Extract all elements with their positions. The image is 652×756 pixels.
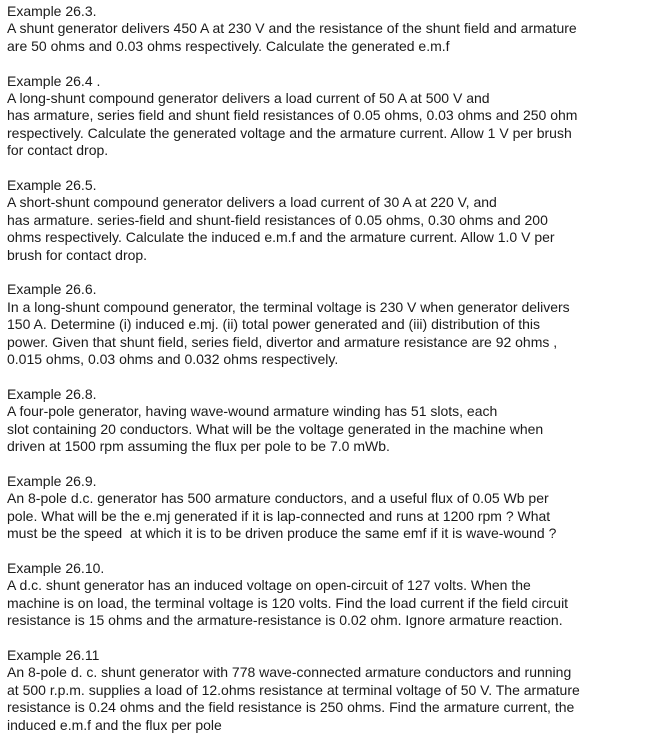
example-text-line: driven at 1500 rpm assuming the flux per pole to be 7.0 mWb. — [7, 438, 390, 455]
example-text-line: has armature. series-field and shunt-field resistances of 0.05 ohms, 0.30 ohms and 200 — [7, 211, 548, 228]
example-text-line: must be the speed at which it is to be driven produce the same emf if it is wave-wound ? — [7, 525, 557, 542]
example-26-8 — [7, 386, 647, 456]
example-text-line: An 8-pole d.c. generator has 500 armature conductors, and a useful flux of 0.05 Wb per — [7, 490, 549, 507]
example-text-line: An 8-pole d. c. shunt generator with 778 wave-connected armature conductors and running — [7, 664, 572, 681]
example-title: Example 26.10. — [7, 559, 105, 576]
example-26-4 — [7, 73, 647, 160]
example-text-line: A d.c. shunt generator has an induced voltage on open-circuit of 127 volts. When the — [7, 577, 531, 594]
example-26-9 — [7, 473, 647, 543]
example-title: Example 26.3. — [7, 3, 97, 19]
example-text-line: at 500 r.p.m. supplies a load of 12.ohms resistance at terminal voltage of 50 V. The armature — [7, 681, 580, 698]
example-26-3 — [7, 3, 647, 55]
example-title: Example 26.8. — [7, 385, 97, 402]
example-title: Example 26.9. — [7, 472, 97, 489]
example-text-line: are 50 ohms and 0.03 ohms respectively. Calculate the generated e.m.f — [7, 37, 450, 54]
example-text-line: In a long-shunt compound generator, the terminal voltage is 230 V when generator delivers — [7, 298, 570, 315]
example-text-line: has armature, series field and shunt field resistances of 0.05 ohms, 0.03 ohms and 250 ohm — [7, 107, 578, 124]
example-text-line: 0.015 ohms, 0.03 ohms and 0.032 ohms respectively. — [7, 351, 339, 368]
example-text-line: ohms respectively. Calculate the induced e.m.f and the armature current. Allow 1.0 V per — [7, 229, 555, 246]
document-page — [7, 3, 647, 751]
example-text-line: resistance is 0.24 ohms and the field resistance is 250 ohms. Find the armature current, the — [7, 699, 575, 716]
example-text-line: induced e.m.f and the flux per pole — [7, 716, 222, 733]
example-text-line: resistance is 15 ohms and the armature-resistance is 0.02 ohm. Ignore armature reaction. — [7, 612, 563, 629]
example-26-5 — [7, 177, 647, 264]
example-text-line: for contact drop. — [7, 142, 109, 159]
example-title: Example 26.11 — [7, 646, 100, 663]
example-title: Example 26.5. — [7, 177, 97, 194]
example-text-line: machine is on load, the terminal voltage is 120 volts. Find the load current if the field circuit — [7, 594, 569, 611]
example-title: Example 26.4 . — [7, 72, 101, 89]
example-26-11 — [7, 647, 647, 734]
example-text-line: pole. What will be the e.mj generated if it is lap-connected and runs at 1200 rpm ? What — [7, 507, 551, 524]
example-26-6 — [7, 281, 647, 368]
example-text-line: A short-shunt compound generator delivers a load current of 30 A at 220 V, and — [7, 194, 497, 211]
example-text-line: power. Given that shunt field, series field, divertor and armature resistance are 92 ohms , — [7, 333, 558, 350]
example-text-line: A four-pole generator, having wave-wound armature winding has 51 slots, each — [7, 403, 498, 420]
example-text-line: A shunt generator delivers 450 A at 230 V and the resistance of the shunt field and armature — [7, 20, 577, 37]
example-text-line: respectively. Calculate the generated voltage and the armature current. Allow 1 V per brush — [7, 124, 572, 141]
example-text-line: slot containing 20 conductors. What will be the voltage generated in the machine when — [7, 420, 544, 437]
example-title: Example 26.6. — [7, 281, 97, 298]
example-26-10 — [7, 560, 647, 630]
example-text-line: A long-shunt compound generator delivers a load current of 50 A at 500 V and — [7, 90, 490, 107]
example-text-line: brush for contact drop. — [7, 246, 148, 263]
example-text-line: 150 A. Determine (i) induced e.mj. (ii) total power generated and (iii) distribution of this — [7, 316, 541, 333]
